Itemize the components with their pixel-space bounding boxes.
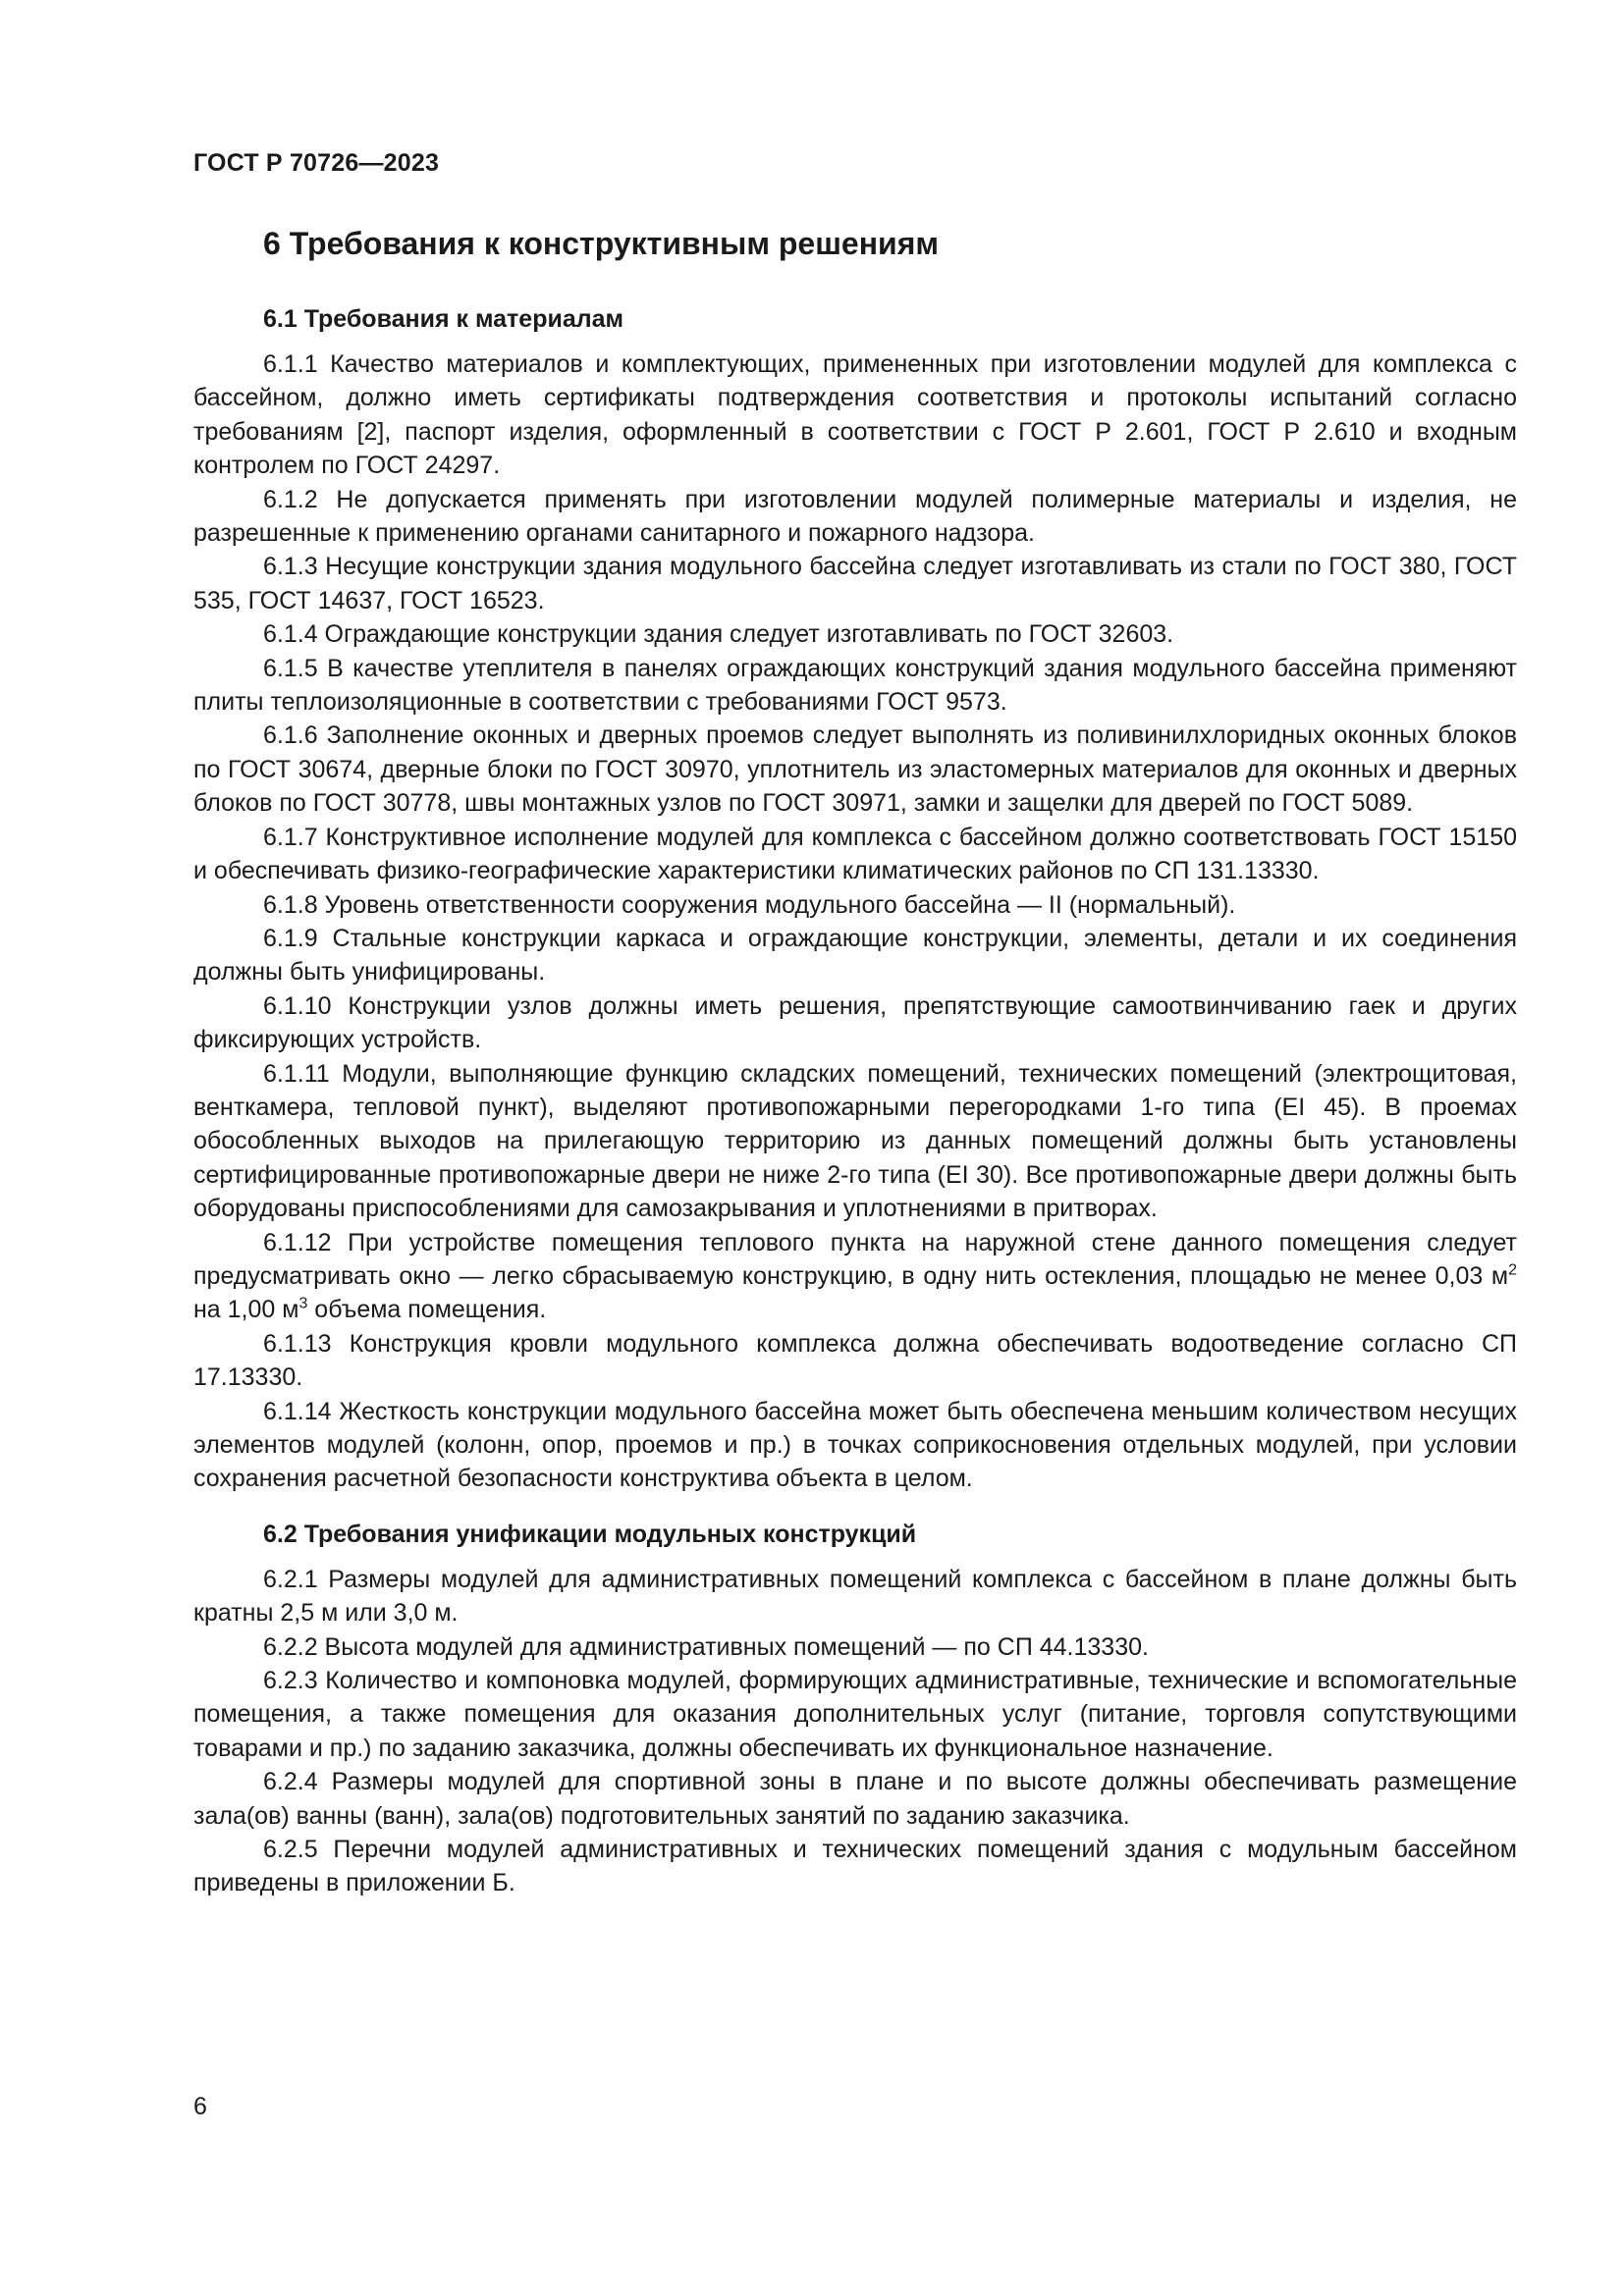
paragraph-6-1-12-text-before: 6.1.12 При устройстве помещения теплового пункта на наружной стене данного помещения следует предусматривать окно — легко сбрасываемую конструкцию, в одну нить остекления, площадью не менее 0,03 м — [193, 1228, 1517, 1290]
paragraph-6-2-1: 6.2.1 Размеры модулей для административных помещений комплекса с бассейном в плане должны быть кратны 2,5 м или 3,0 м. — [193, 1565, 1517, 1628]
paragraph-6-1-10: 6.1.10 Конструкции узлов должны иметь решения, препятствующие самоотвинчиванию гаек и других фиксирующих устройств. — [193, 991, 1517, 1054]
paragraph-6-1-14: 6.1.14 Жесткость конструкции модульного бассейна может быть обеспечена меньшим количеством несущих элементов модулей (колонн, опор, проемов и пр.) в точках соприкосновения отдельных модулей, при условии сохранения расчетной безопасности конструктива объекта в целом. — [193, 1397, 1517, 1493]
subsection-title-unification: 6.2 Требования унификации модульных конструкций — [263, 1520, 917, 1548]
paragraph-6-1-1: 6.1.1 Качество материалов и комплектующих, примененных при изготовлении модулей для комплекса с бассейном, должно иметь сертификаты подтверждения соответствия и протоколы испытаний согласно требованиям [2], паспорт изделия, оформленный в соответствии с ГОСТ Р 2.601, ГОСТ Р 2.610 и входным контролем по ГОСТ 24297. — [193, 350, 1517, 480]
paragraph-6-1-4: 6.1.4 Ограждающие конструкции здания следует изготавливать по ГОСТ 32603. — [263, 620, 1174, 649]
subsection-title-materials: 6.1 Требования к материалам — [263, 305, 624, 333]
paragraph-6-2-5: 6.2.5 Перечни модулей административных и технических помещений здания с модульным бассейном приведены в приложении Б. — [193, 1836, 1517, 1897]
paragraph-6-1-8: 6.1.8 Уровень ответственности сооружения модульного бассейна — II (нормальный). — [263, 890, 1236, 919]
paragraph-6-1-12-text-after: объема помещения. — [307, 1296, 547, 1324]
paragraph-6-1-12 — [193, 1226, 1517, 1327]
page-content — [193, 222, 1517, 1900]
superscript-cube: 3 — [298, 1296, 308, 1313]
paragraph-6-1-9: 6.1.9 Стальные конструкции каркаса и ограждающие конструкции, элементы, детали и их соединения должны быть унифицированы. — [193, 924, 1517, 987]
page-number: 6 — [193, 2093, 207, 2120]
section-title: 6 Требования к конструктивным решениям — [263, 226, 940, 261]
paragraph-6-1-12-text-middle: на 1,00 м — [193, 1296, 299, 1324]
paragraph-6-1-2: 6.1.2 Не допускается применять при изготовлении модулей полимерные материалы и изделия, не разрешенные к применению органами санитарного и пожарного надзора. — [193, 485, 1517, 548]
paragraph-6-2-4: 6.2.4 Размеры модулей для спортивной зоны в плане и по высоте должны обеспечивать размещение зала(ов) ванны (ванн), зала(ов) подготовительных занятий по заданию заказчика. — [193, 1768, 1517, 1830]
paragraph-6-2-3: 6.2.3 Количество и компоновка модулей, формирующих административные, технические и вспомогательные помещения, а также помещения для оказания дополнительных услуг (питание, торговля сопутствующими товарами и пр.) по заданию заказчика, должны обеспечивать их функциональное назначение. — [193, 1667, 1517, 1762]
standard-code-header: ГОСТ Р 70726—2023 — [193, 149, 440, 177]
paragraph-6-2-2: 6.2.2 Высота модулей для административных помещений — по СП 44.13330. — [263, 1632, 1149, 1661]
paragraph-6-1-6: 6.1.6 Заполнение оконных и дверных проемов следует выполнять из поливинилхлоридных оконных блоков по ГОСТ 30674, дверные блоки по ГОСТ 30970, уплотнитель из эластомерных материалов для оконных и дверных блоков по ГОСТ 30778, швы монтажных узлов по ГОСТ 30971, замки и защелки для дверей по ГОСТ 5089. — [193, 721, 1517, 818]
paragraph-6-1-7: 6.1.7 Конструктивное исполнение модулей для комплекса с бассейном должно соответствовать ГОСТ 15150 и обеспечивать физико-географические характеристики климатических районов по СП 131.13330. — [193, 823, 1517, 885]
paragraph-6-1-3: 6.1.3 Несущие конструкции здания модульного бассейна следует изготавливать из стали по ГОСТ 380, ГОСТ 535, ГОСТ 14637, ГОСТ 16523. — [193, 553, 1517, 614]
paragraph-6-1-13: 6.1.13 Конструкция кровли модульного комплекса должна обеспечивать водоотведение согласно СП 17.13330. — [193, 1329, 1517, 1392]
superscript-square: 2 — [1508, 1261, 1517, 1279]
paragraph-6-1-5: 6.1.5 В качестве утеплителя в панелях ограждающих конструкций здания модульного бассейна применяют плиты теплоизоляционные в соответствии с требованиями ГОСТ 9573. — [193, 654, 1517, 717]
paragraph-6-1-11: 6.1.11 Модули, выполняющие функцию складских помещений, технических помещений (электрощитовая, венткамера, тепловой пункт), выделяют противопожарными перегородками 1-го типа (EI 45). В проемах обособленных выходов на прилегающую территорию из данных помещений должны быть установлены сертифицированные противопожарные двери не ниже 2-го типа (EI 30). Все противопожарные двери должны быть оборудованы приспособлениями для самозакрывания и уплотнениями в притворах. — [193, 1059, 1517, 1223]
